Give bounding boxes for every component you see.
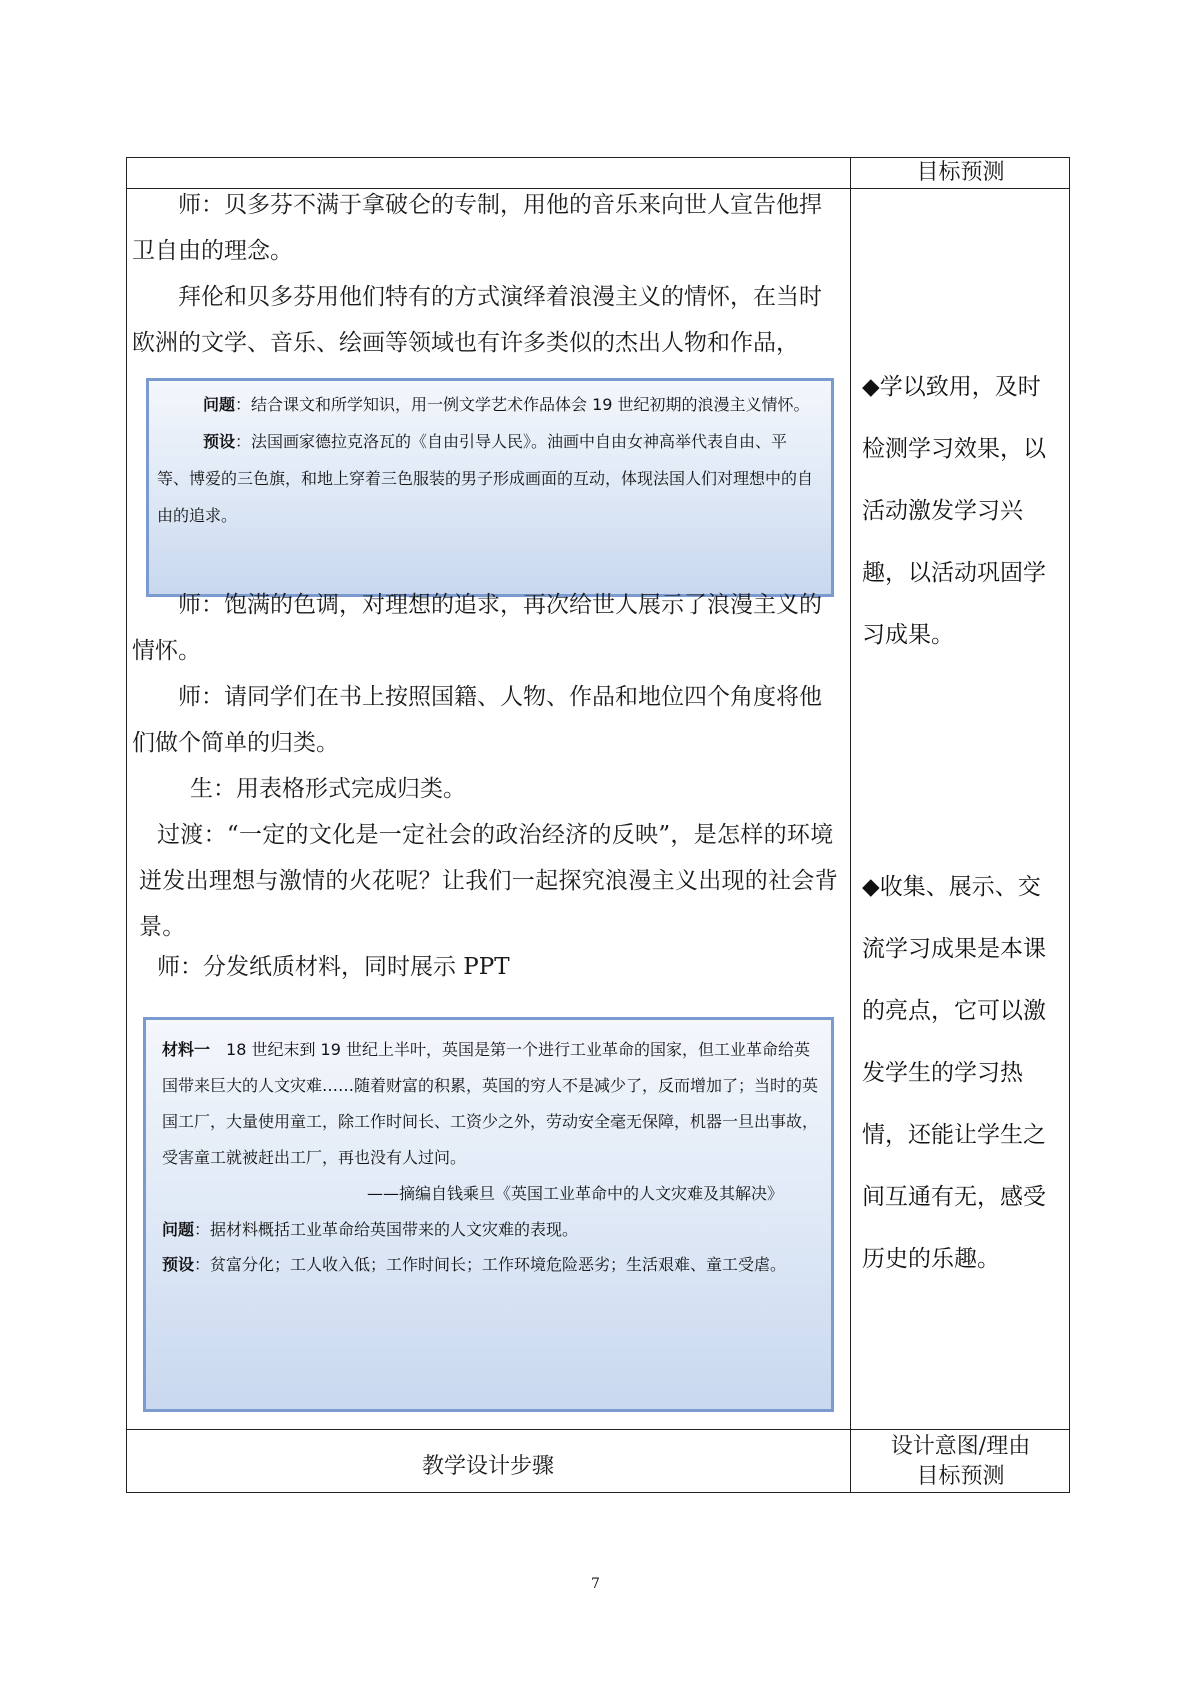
material-answer-text: ：贫富分化；工人收入低；工作时间长；工作环境危险恶劣；生活艰难、童工受虐。	[194, 1255, 787, 1274]
material-text: 18 世纪末到 19 世纪上半叶，英国是第一个进行工业革命的国家，但工业革命给英国带来巨大的人文灾难……随着财富的积累，英国的穷人不是减少了，反而增加了；当时的英国工厂，大量使用童工，除工作时间长、工资少之外，劳动安全毫无保障，机器一旦出事故，受害童工就被赶出工厂，再也没有人过问。	[162, 1040, 819, 1167]
design-intent-note-1: ◆学以致用，及时检测学习效果，以活动激发学习兴趣，以活动巩固学习成果。	[862, 374, 1046, 648]
material-question-label: 问题	[162, 1220, 195, 1239]
column-divider	[850, 157, 851, 1493]
material-source: ——摘编自钱乘旦《英国工业革命中的人文灾难及其解决》	[366, 1184, 783, 1203]
question-text: ：结合课文和所学知识，用一例文学艺术作品体会 19 世纪初期的浪漫主义情怀。	[235, 395, 810, 414]
material-answer-label: 预设	[162, 1255, 195, 1274]
design-intent-note-2: ◆收集、展示、交流学习成果是本课的亮点，它可以激发学生的学习热情，还能让学生之间互通有无，感受历史的乐趣。	[862, 874, 1046, 1272]
footer-target-prediction: 目标预测	[916, 1464, 1005, 1489]
paragraph-teacher-classify: 师：请同学们在书上按照国籍、人物、作品和地位四个角度将他们做个简单的归类。	[132, 684, 822, 756]
paragraph-student-table: 生：用表格形式完成归类。	[190, 776, 466, 802]
paragraph-teacher-colors: 师：饱满的色调，对理想的追求，再次给世人展示了浪漫主义的情怀。	[132, 592, 822, 664]
question-box-romanticism	[146, 378, 834, 597]
answer-label: 预设	[203, 432, 236, 451]
footer-row-divider	[126, 1429, 1070, 1430]
footer-teaching-steps: 教学设计步骤	[421, 1454, 554, 1479]
material-box-industrial-revolution	[143, 1017, 834, 1412]
material-label: 材料一	[162, 1040, 211, 1059]
paragraph-teacher-materials: 师：分发纸质材料，同时展示 PPT	[157, 954, 510, 980]
answer-text: ：法国画家德拉克洛瓦的《自由引导人民》。油画中自由女神高举代表自由、平等、博爱的三色旗，和地上穿着三色服装的男子形成画面的互动，体现法国人们对理想中的自由的追求。	[157, 432, 814, 525]
footer-design-reason: 设计意图/理由	[890, 1434, 1031, 1459]
material-question-text: ：据材料概括工业革命给英国带来的人文灾难的表现。	[194, 1220, 579, 1239]
page-number: 7	[591, 1576, 600, 1592]
paragraph-teacher-beethoven: 师：贝多芬不满于拿破仑的专制，用他的音乐来向世人宣告他捍卫自由的理念。	[132, 192, 822, 264]
paragraph-transition: 过渡：“一定的文化是一定社会的政治经济的反映”，是怎样的环境迸发出理想与激情的火花呢？让我们一起探究浪漫主义出现的社会背景。	[139, 822, 838, 940]
paragraph-byron-beethoven: 拜伦和贝多芬用他们特有的方式演绎着浪漫主义的情怀，在当时欧洲的文学、音乐、绘画等领域也有许多类似的杰出人物和作品，	[132, 284, 822, 356]
footer-design-intent	[851, 1432, 1070, 1492]
question-label: 问题	[203, 395, 236, 414]
header-target-prediction: 目标预测	[916, 160, 1005, 185]
